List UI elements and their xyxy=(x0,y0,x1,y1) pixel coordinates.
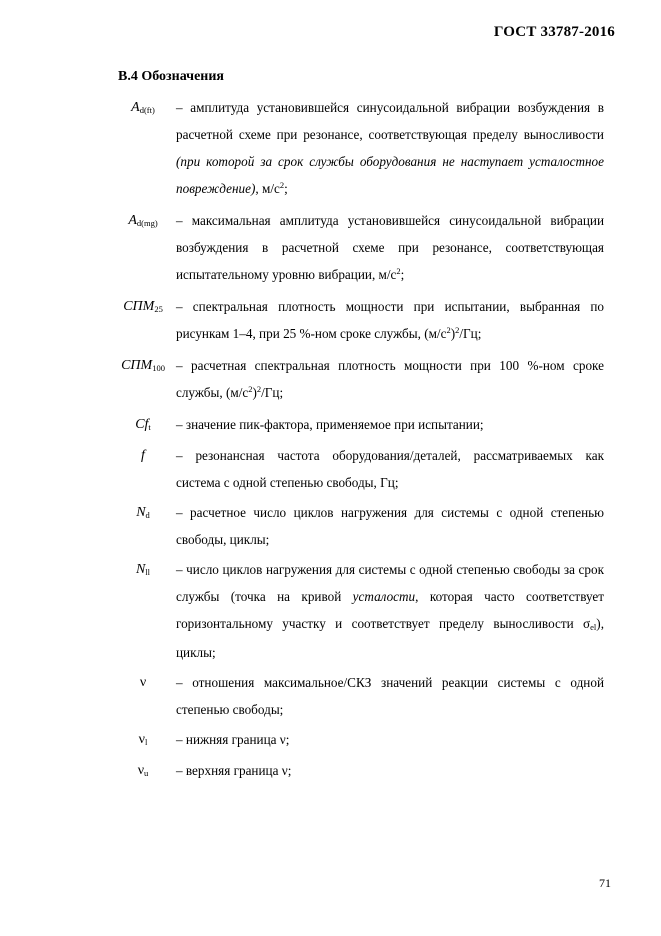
definition-row xyxy=(110,352,604,408)
section-title: В.4 Обозначения xyxy=(118,69,224,84)
definition-symbol: $\nu_l$ xyxy=(138,732,148,747)
definition-row xyxy=(110,411,604,439)
definition-description: – спектральная плотность мощности при испытании, выбранная по рисункам 1–4, при 25 %-ном сроке службы, $(м/с^2)^2/Гц$; xyxy=(176,299,604,341)
definition-row xyxy=(110,757,604,785)
definition-description: – резонансная частота оборудования/деталей, рассматриваемых как система с одной степенью свободы, Гц; xyxy=(176,448,604,490)
definition-description: – верхняя граница ν; xyxy=(176,763,292,778)
definition-symbol: $A_{d(ft)}$ xyxy=(131,100,155,115)
definition-row xyxy=(110,94,604,204)
definition-description: – отношения максимальное/СКЗ значений реакции системы с одной степенью свободы; xyxy=(176,675,604,717)
definition-symbol: $СПМ_{100}$ xyxy=(121,358,165,373)
definition-description: – амплитуда установившейся синусоидальной вибрации возбуждения в расчетной схеме при резонансе, соответствующая пределу выносливости (при которой за срок службы оборудования не наступает усталостное повреждение), $м/с^2$; xyxy=(176,100,604,196)
definition-description: – расчетное число циклов нагружения для системы с одной степенью свободы, циклы; xyxy=(176,505,604,547)
definition-row xyxy=(110,726,604,754)
definition-description: – максимальная амплитуда установившейся синусоидальной вибрации возбуждения в расчетной схеме при резонансе, соответствующая испытательному уровню вибрации, $м/с^2$; xyxy=(176,213,604,282)
definition-description: – нижняя граница ν; xyxy=(176,732,290,747)
page-number: 71 xyxy=(599,876,611,890)
definition-description: – значение пик-фактора, применяемое при испытании; xyxy=(176,417,484,432)
definition-row xyxy=(110,442,604,496)
definition-row xyxy=(110,556,604,666)
definition-row xyxy=(110,207,604,290)
definition-symbol: $N_{ll}$ xyxy=(135,562,151,577)
definition-symbol: $СПМ_{25}$ xyxy=(123,299,163,314)
definition-description: – число циклов нагружения для системы с одной степенью свободы за срок службы (точка на кривой усталости, которая часто соответствует горизонтальному участку и соответствует пределу выносливости $\sigma_{el}$), циклы; xyxy=(176,562,605,660)
definition-symbol: $N_d$ xyxy=(136,505,150,520)
definition-symbol: $Cf_t$ xyxy=(135,417,151,432)
definitions-list xyxy=(110,94,604,788)
definition-symbol: ν xyxy=(139,675,147,690)
definition-row xyxy=(110,669,604,723)
document-code-header: ГОСТ 33787-2016 xyxy=(493,24,615,40)
definition-symbol: $A_{d(mg)}$ xyxy=(128,213,158,228)
definition-description: – расчетная спектральная плотность мощности при 100 %-ном сроке службы, $(м/с^2)^2/Гц$; xyxy=(176,358,604,400)
definition-symbol: $\nu_u$ xyxy=(137,763,149,778)
definition-row xyxy=(110,293,604,349)
definition-row xyxy=(110,499,604,553)
definition-symbol: f xyxy=(141,448,145,463)
